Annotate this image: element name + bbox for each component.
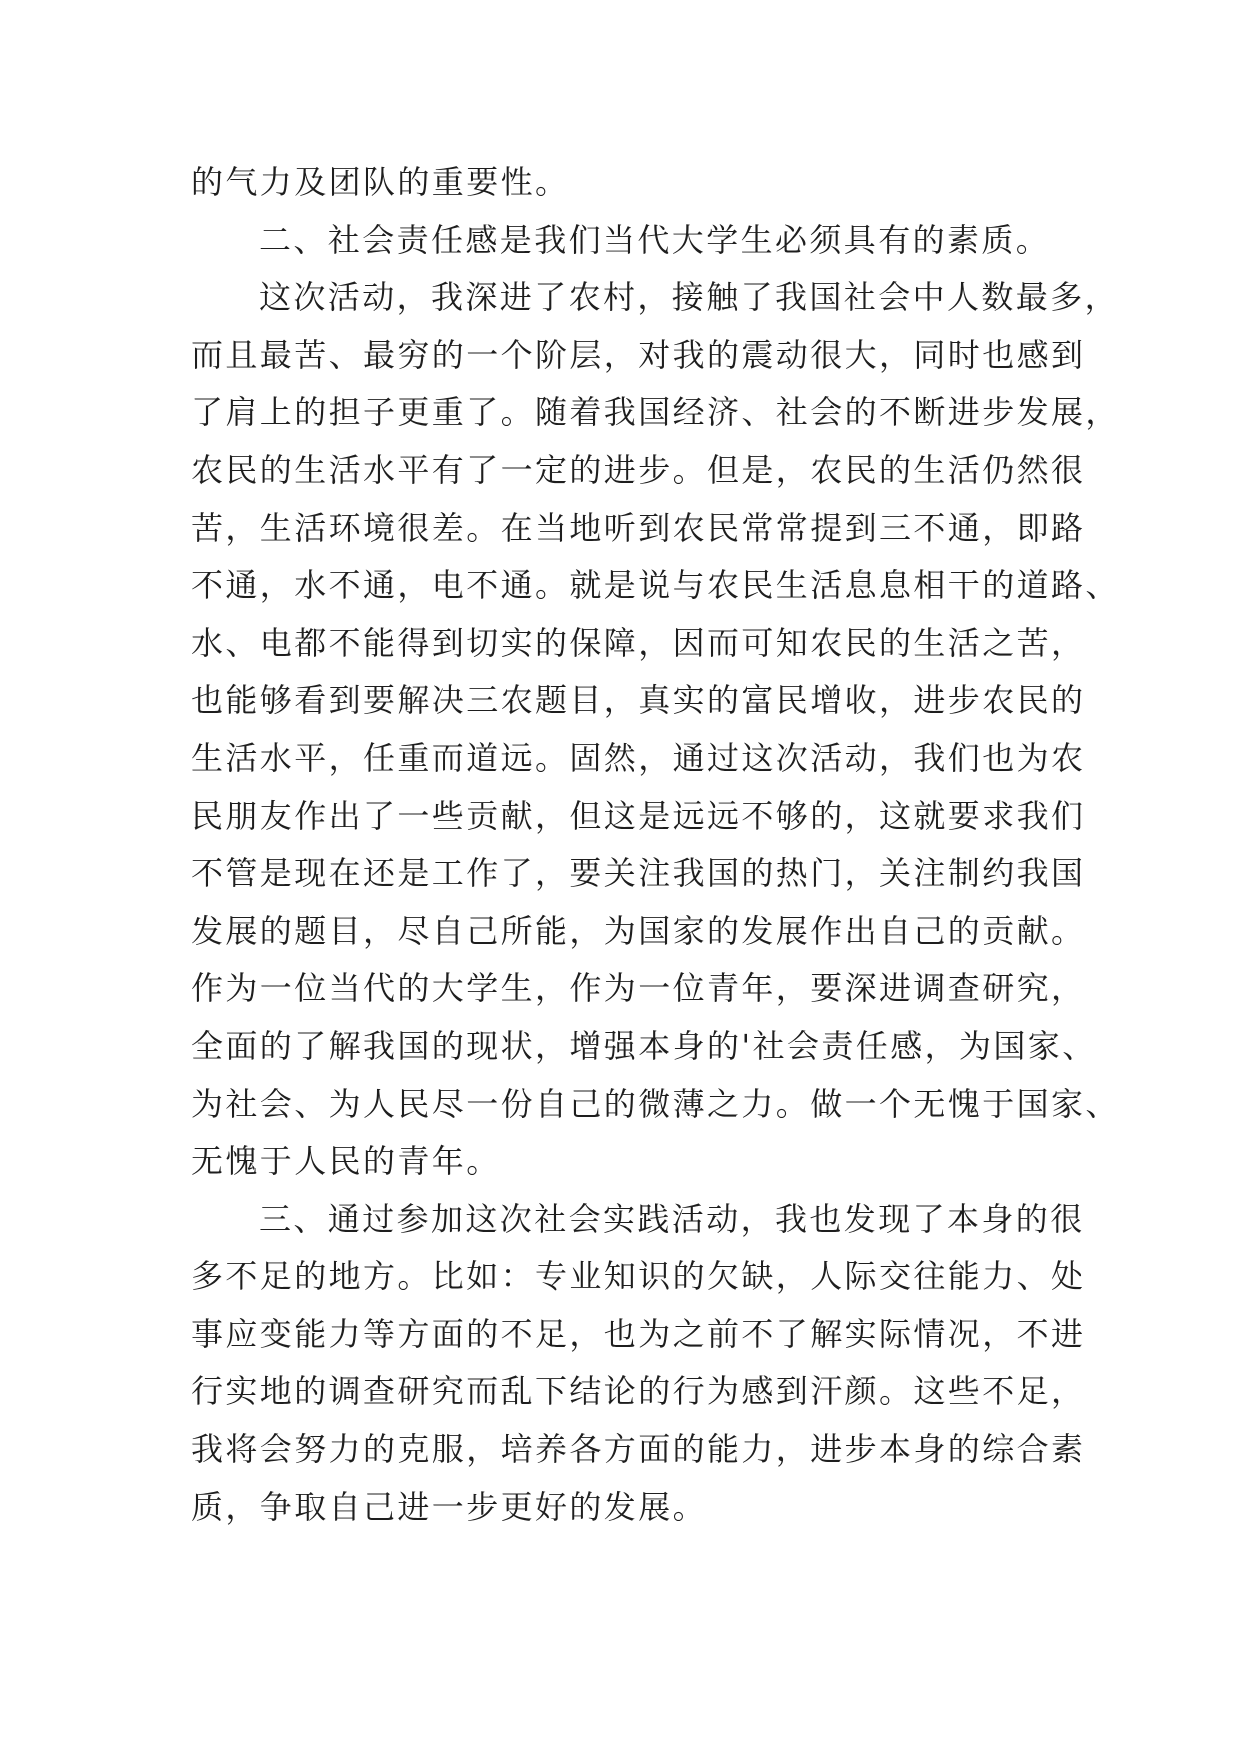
text-line: 事应变能力等方面的不足，也为之前不了解实际情况，不进 xyxy=(191,1314,1086,1353)
text-line: 无愧于人民的青年。 xyxy=(191,1142,501,1181)
text-line: 行实地的调查研究而乱下结论的行为感到汗颜。这些不足， xyxy=(191,1372,1086,1411)
document-body xyxy=(191,154,1120,1536)
text-line: 不管是现在还是工作了，要关注我国的热门，关注制约我国 xyxy=(191,854,1086,893)
text-line: 了肩上的担子更重了。随着我国经济、社会的不断进步发展， xyxy=(191,393,1120,432)
text-line: 而且最苦、最穷的一个阶层，对我的震动很大，同时也感到 xyxy=(191,335,1086,374)
text-line: 的气力及团队的重要性。 xyxy=(191,163,570,201)
text-line: 苦，生活环境很差。在当地听到农民常常提到三不通，即路 xyxy=(191,508,1086,547)
section-heading-3: 三、通过参加这次社会实践活动，我也发现了本身的很 xyxy=(259,1199,1085,1238)
text-line: 多不足的地方。比如：专业知识的欠缺，人际交往能力、处 xyxy=(191,1257,1086,1296)
text-line: 质，争取自己进一步更好的发展。 xyxy=(191,1487,708,1526)
text-line: 全面的了解我国的现状，增强本身的'社会责任感，为国家、 xyxy=(191,1026,1097,1065)
text-line: 水、电都不能得到切实的保障，因而可知农民的生活之苦， xyxy=(191,623,1086,662)
text-line: 作为一位当代的大学生，作为一位青年，要深进调查研究， xyxy=(191,969,1086,1008)
text-line: 民朋友作出了一些贡献，但这是远远不够的，这就要求我们 xyxy=(191,796,1086,835)
text-line: 这次活动，我深进了农村，接触了我国社会中人数最多， xyxy=(259,278,1120,317)
text-line: 我将会努力的克服，培养各方面的能力，进步本身的综合素 xyxy=(191,1430,1086,1469)
text-line: 为社会、为人民尽一份自己的微薄之力。做一个无愧于国家、 xyxy=(191,1084,1120,1123)
text-line: 生活水平，任重而道远。固然，通过这次活动，我们也为农 xyxy=(191,738,1086,777)
text-line: 发展的题目，尽自己所能，为国家的发展作出自己的贡献。 xyxy=(191,911,1086,950)
section-heading-2: 二、社会责任感是我们当代大学生必须具有的素质。 xyxy=(259,220,1051,259)
text-line: 农民的生活水平有了一定的进步。但是，农民的生活仍然很 xyxy=(191,450,1086,489)
text-line: 不通，水不通，电不通。就是说与农民生活息息相干的道路、 xyxy=(191,566,1120,605)
text-line: 也能够看到要解决三农题目，真实的富民增收，进步农民的 xyxy=(191,681,1086,720)
